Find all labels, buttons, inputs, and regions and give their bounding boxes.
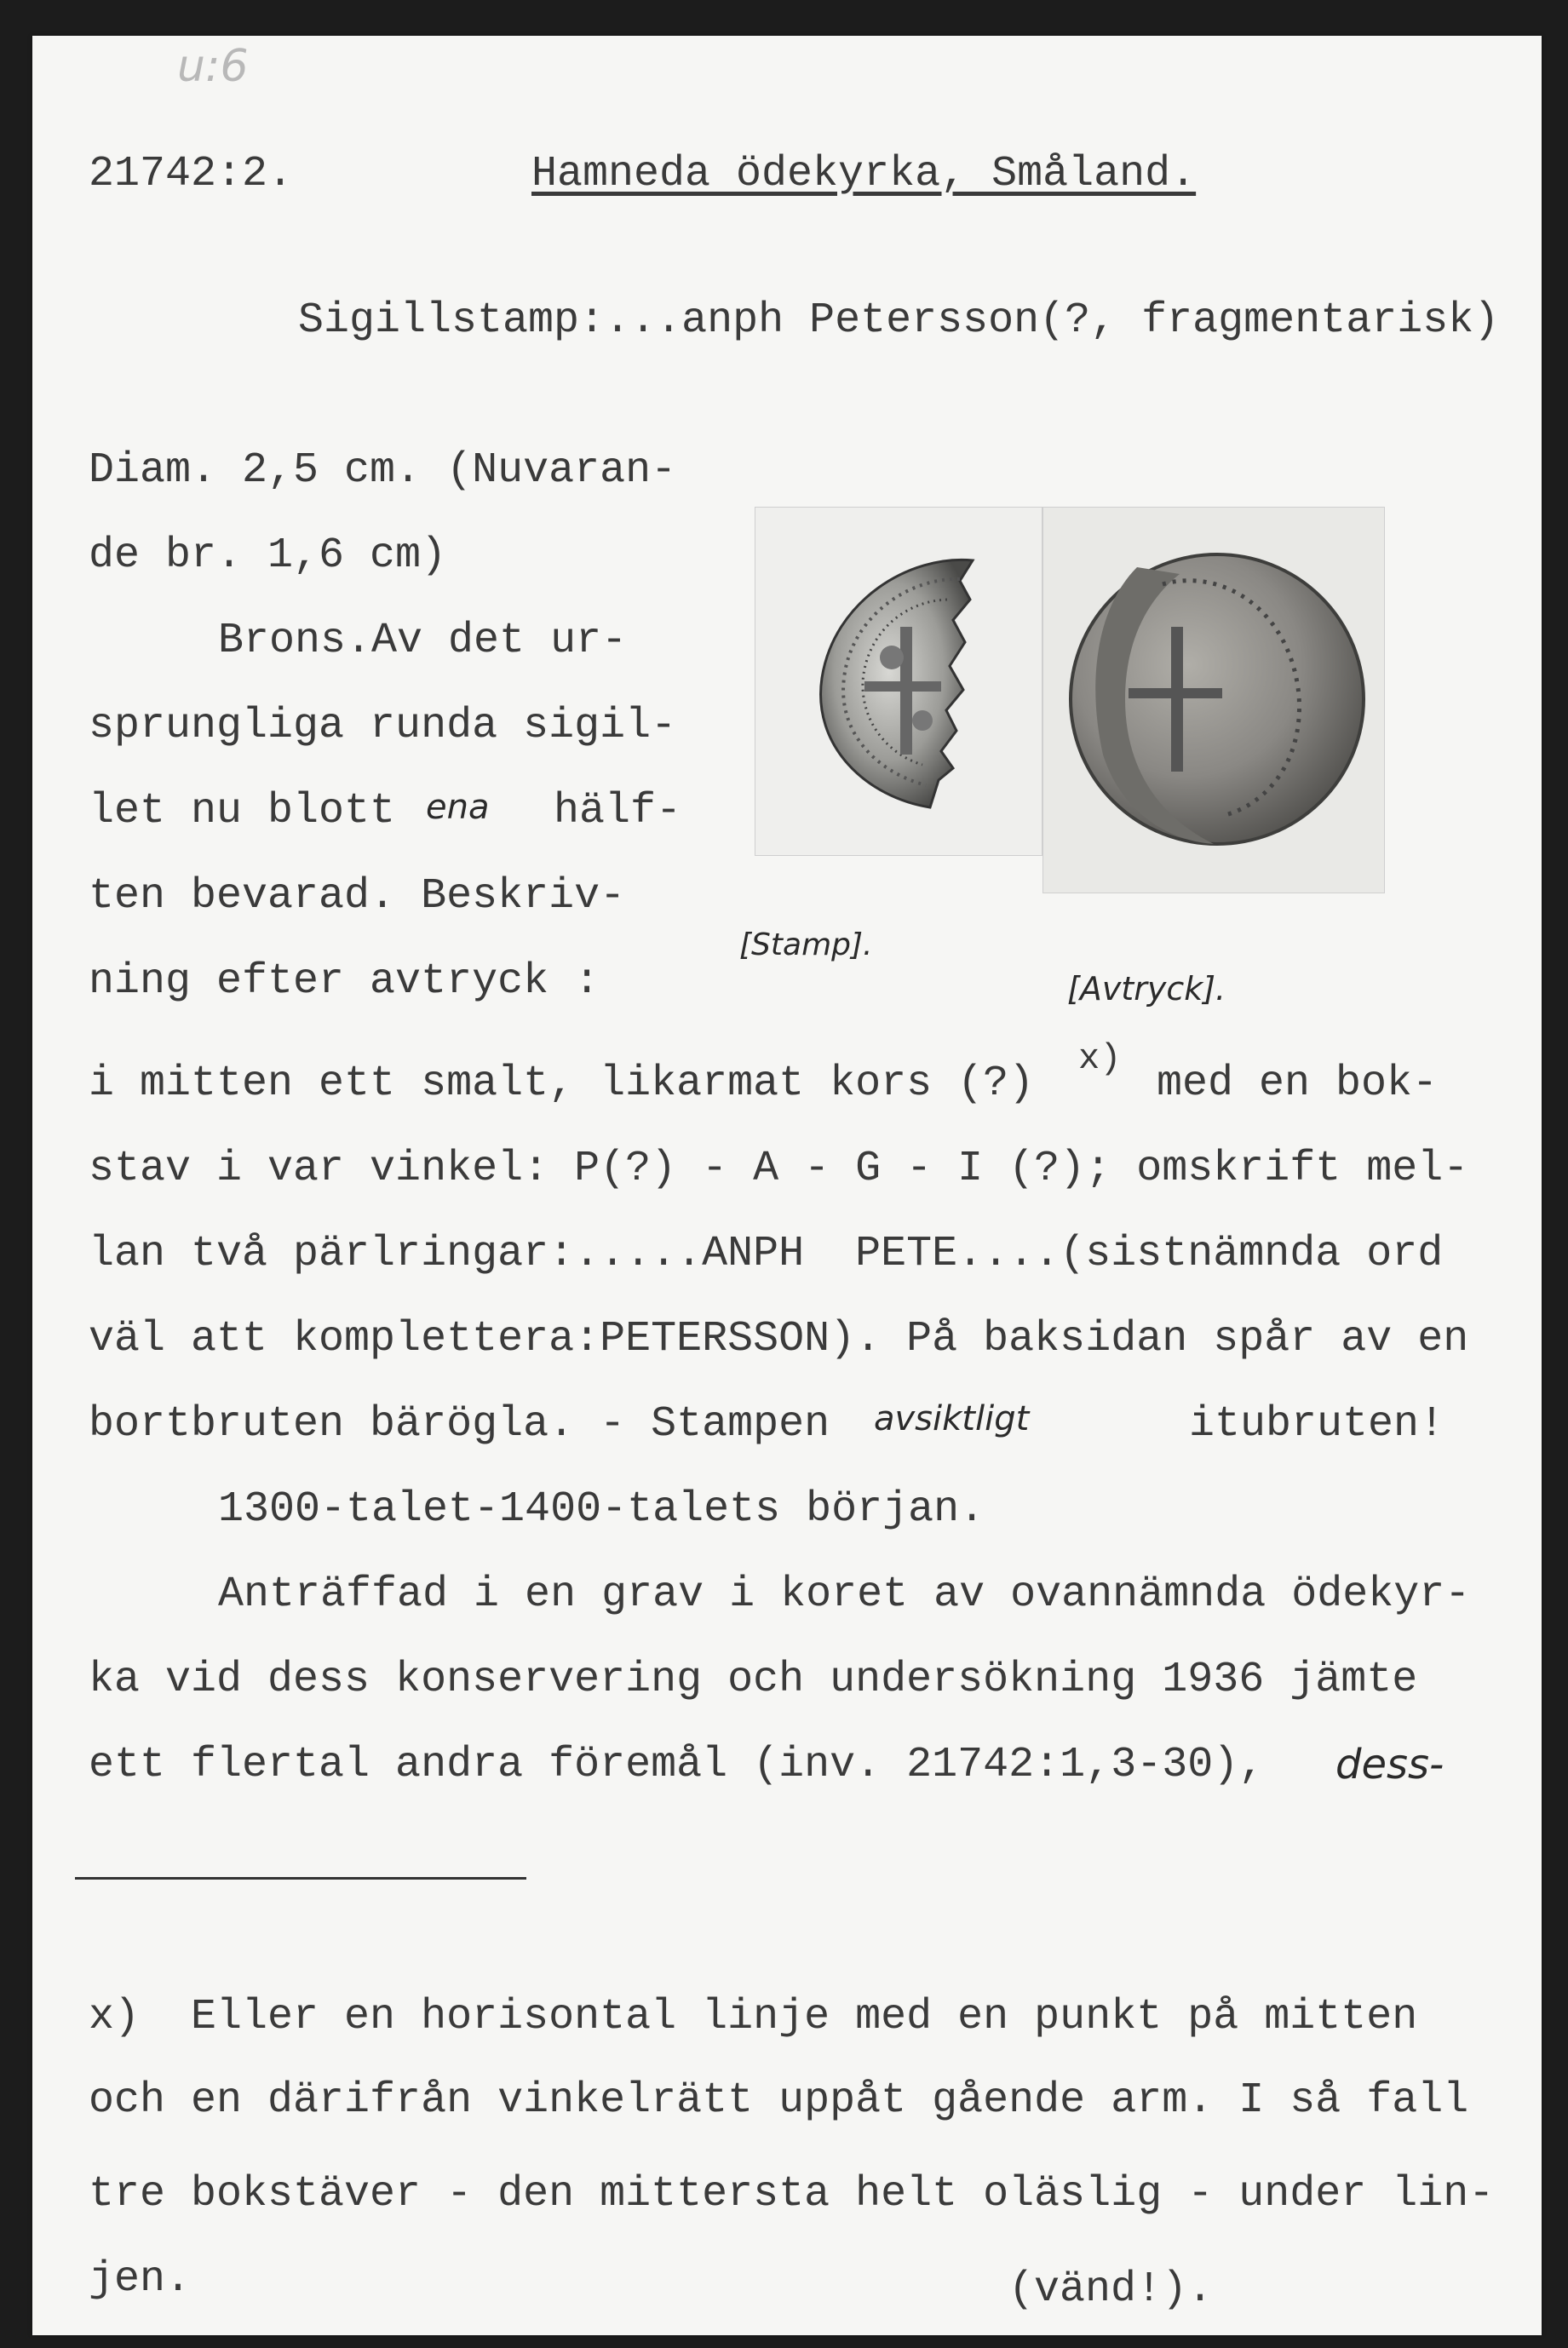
desc-line-6: ten bevarad. Beskriv- [89, 872, 626, 921]
footnote-line-4: jen. [89, 2255, 192, 2304]
desc-line-4: sprungliga runda sigil- [89, 702, 677, 750]
footnote-marker: x) [1078, 1038, 1122, 1079]
footnote-line-1: x) Eller en horisontal linje med en punkt på mitten [89, 1993, 1418, 2041]
body-line-7: Anträffad i en grav i koret av ovannämnda ödekyr- [218, 1570, 1471, 1619]
desc-line-7: ning efter avtryck : [89, 957, 600, 1006]
footnote-line-3: tre bokstäver - den mittersta helt oläslig - under lin- [89, 2170, 1495, 2219]
turn-over-note: (vänd!). [1008, 2265, 1214, 2314]
body-line-3: lan två pärlringar:.....ANPH PETE....(sistnämnda ord [89, 1230, 1444, 1278]
impression-photo [1042, 507, 1385, 893]
body-line-6: 1300-talet-1400-talets början. [218, 1485, 985, 1534]
desc-line-1: Diam. 2,5 cm. (Nuvaran- [89, 446, 677, 495]
desc-line-2: de br. 1,6 cm) [89, 531, 447, 580]
caption-stamp: [Stamp]. [739, 927, 873, 962]
stamp-photo [755, 507, 1042, 856]
object-title: Sigillstamp:...anph Petersson(?, fragmentarisk) [298, 296, 1500, 345]
handwritten-dess: dess- [1335, 1741, 1445, 1788]
body-line-1: i mitten ett smalt, likarmat kors (?) [89, 1059, 1035, 1108]
handwritten-avsiktligt: avsiktligt [874, 1399, 1030, 1438]
pencil-note: u:6 [177, 41, 249, 92]
location-heading: Hamneda ödekyrka, Småland. [531, 150, 1197, 198]
body-line-2: stav i var vinkel: P(?) - A - G - I (?); omskrift mel- [89, 1145, 1469, 1193]
body-line-5b: itubruten! [1189, 1400, 1445, 1449]
catalog-card [32, 36, 1542, 2335]
desc-line-5b: hälf- [554, 787, 682, 835]
stamp-image [755, 508, 1042, 855]
desc-line-5: let nu blott [89, 787, 396, 835]
desc-line-3: Brons.Av det ur- [218, 617, 628, 665]
body-line-5: bortbruten bärögla. - Stampen [89, 1400, 830, 1449]
body-line-8: ka vid dess konservering och undersökning 1936 jämte [89, 1656, 1418, 1704]
impression-image [1043, 508, 1384, 893]
handwritten-ena: ena [426, 788, 490, 827]
footnote-line-2: och en därifrån vinkelrätt uppåt gående arm. I så fall [89, 2076, 1469, 2125]
caption-impression: [Avtryck]. [1067, 970, 1226, 1008]
inventory-number: 21742:2. [89, 150, 294, 198]
body-line-9: ett flertal andra föremål (inv. 21742:1,3-30), [89, 1741, 1265, 1789]
body-line-4: väl att komplettera:PETERSSON). På baksidan spår av en [89, 1315, 1469, 1363]
body-line-1b: med en bok- [1157, 1059, 1439, 1108]
footnote-divider [75, 1877, 526, 1880]
